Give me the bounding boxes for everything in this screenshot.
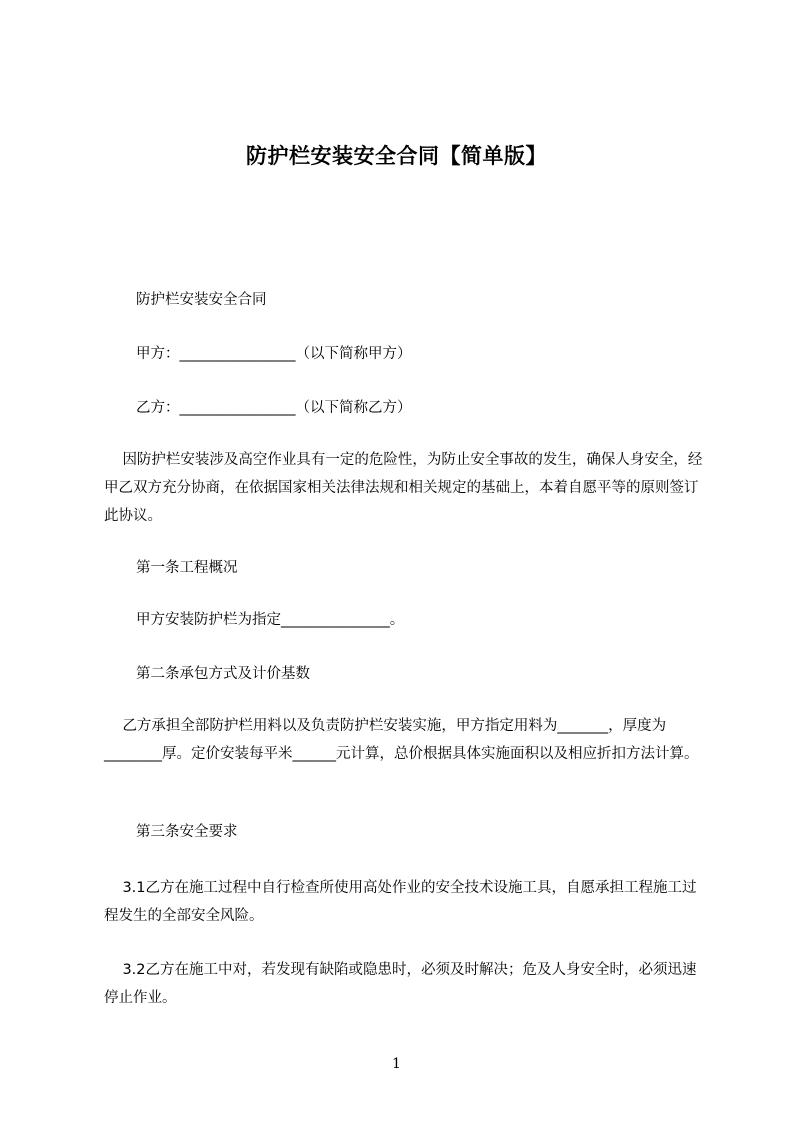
document-title: 防护栏安装安全合同【简单版】 (246, 144, 547, 168)
contract-subtitle: 防护栏安装安全合同 (136, 292, 267, 308)
article-1-text: 甲方安装防护栏为指定_______________。 (136, 612, 405, 628)
intro-paragraph: 因防护栏安装涉及高空作业具有一定的危险性，为防止安全事故的发生，确保人身安全，经甲乙双方充分协商，在依据国家相关法律法规和相关规定的基础上，本着自愿平等的原则签订此协议。 (104, 452, 703, 524)
page-number: 1 (392, 1056, 401, 1072)
article-2-heading: 第二条承包方式及计价基数 (136, 666, 310, 682)
clause-3-1: 3.1乙方在施工过程中自行检查所使用高处作业的安全技术设施工具，自愿承担工程施工过程发生的全部安全风险。 (104, 880, 697, 924)
article-1-heading: 第一条工程概况 (136, 560, 238, 576)
clause-3-2: 3.2乙方在施工中对，若发现有缺陷或隐患时，必须及时解决；危及人身安全时，必须迅速停止作业。 (104, 962, 697, 1006)
party-b-line: 乙方：________________（以下简称乙方） (136, 400, 412, 416)
article-2-text: 乙方承担全部防护栏用料以及负责防护栏安装实施，甲方指定用料为_______，厚度为________厚。定价安装每平米______元计算，总价根据具体实施面积以及相应折扣方法计算。 (104, 718, 699, 762)
party-a-line: 甲方：________________（以下简称甲方） (136, 346, 412, 362)
article-3-heading: 第三条安全要求 (136, 824, 238, 840)
